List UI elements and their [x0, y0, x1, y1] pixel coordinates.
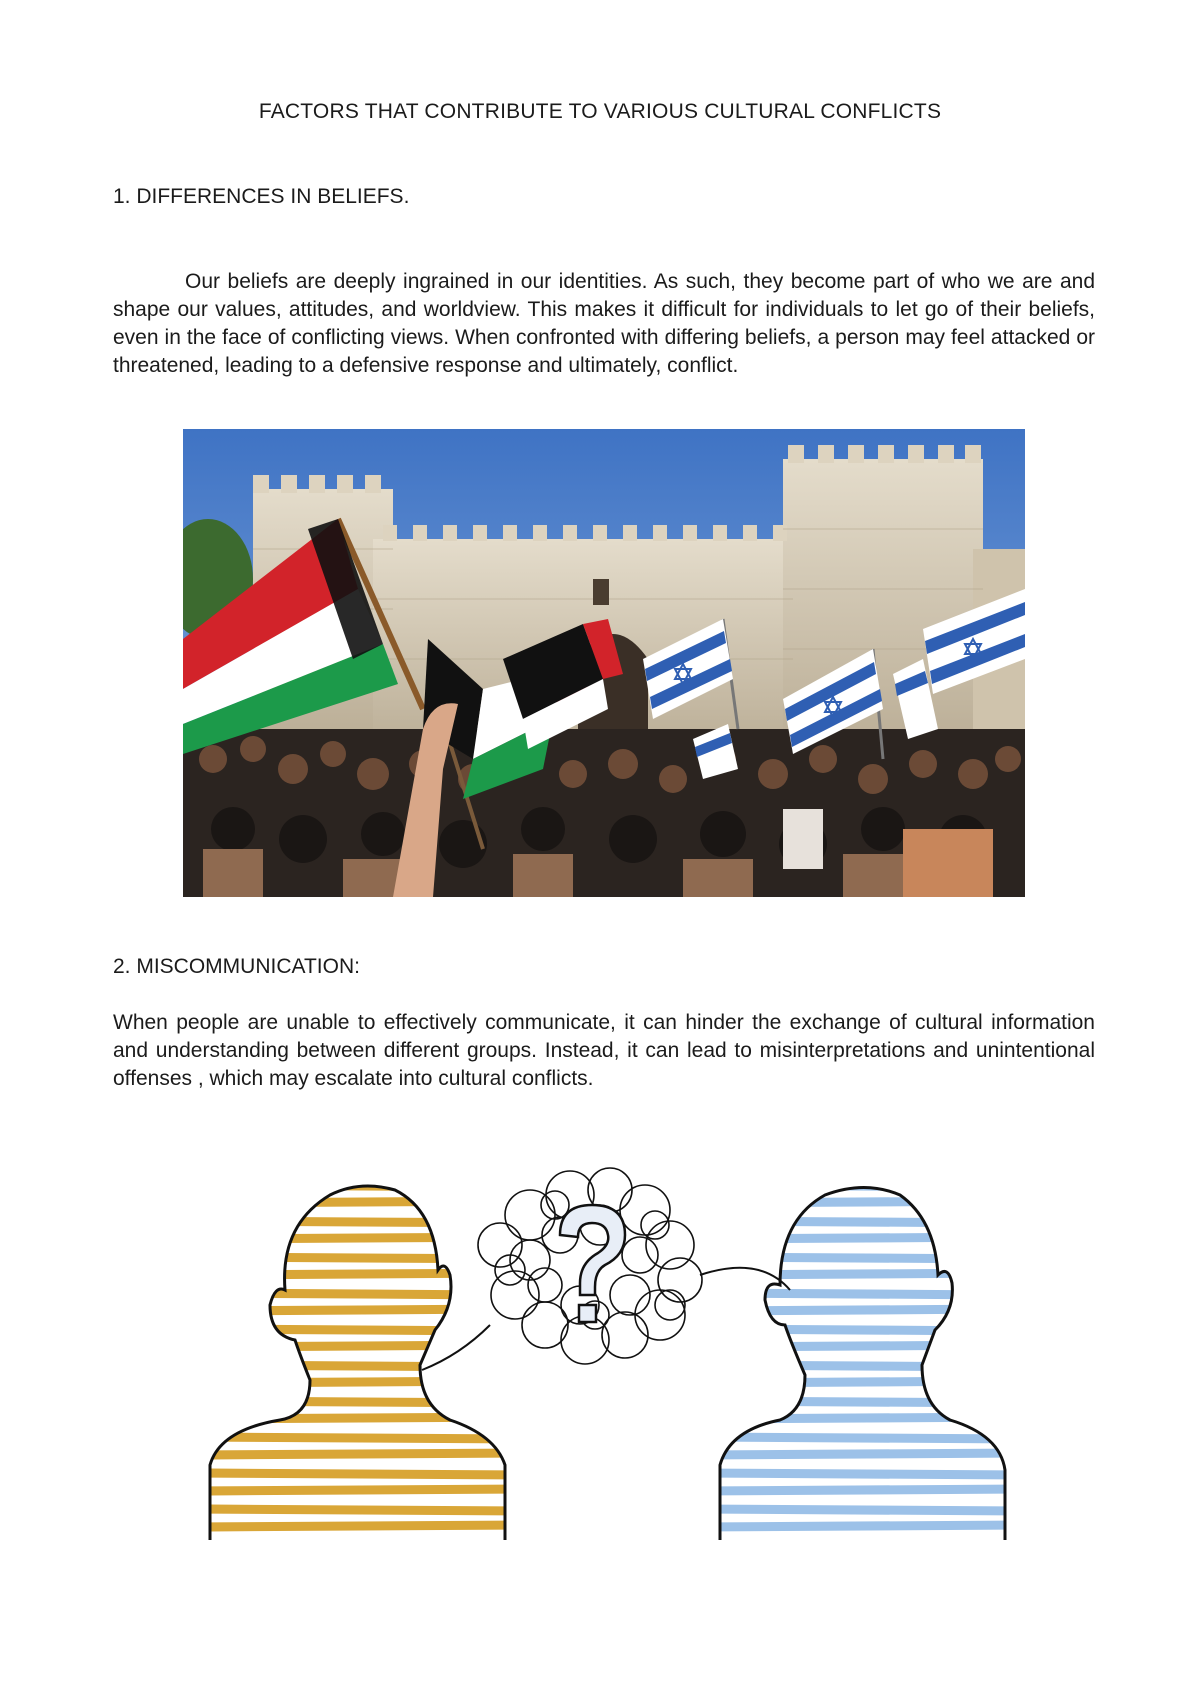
document-title: FACTORS THAT CONTRIBUTE TO VARIOUS CULTURAL CONFLICTS [258, 100, 942, 123]
section-heading-miscommunication: 2. MISCOMMUNICATION: [113, 955, 360, 978]
section-paragraph-beliefs: Our beliefs are deeply ingrained in our identities. As such, they become part of who we are and shape our values, attitudes, and worldview. This makes it difficult for individuals to let go of their beliefs, even in the face of conflicting views. When confronted with differing beliefs, a person may feel attacked or threatened, leading to a defensive response and ultimately, conflict. [113, 270, 1095, 377]
section-heading-differences-in-beliefs: 1. DIFFERENCES IN BELIEFS. [113, 185, 410, 208]
miscommunication-illustration [200, 1165, 1020, 1540]
protest-photo [183, 429, 1025, 897]
section-paragraph-miscommunication: When people are unable to effectively communicate, it can hinder the exchange of cultural information and understanding between different groups. Instead, it can lead to misinterpretations and unintentional offenses , which may escalate into cultural conflicts. [113, 1011, 1095, 1090]
question-mark-icon [560, 1205, 625, 1322]
